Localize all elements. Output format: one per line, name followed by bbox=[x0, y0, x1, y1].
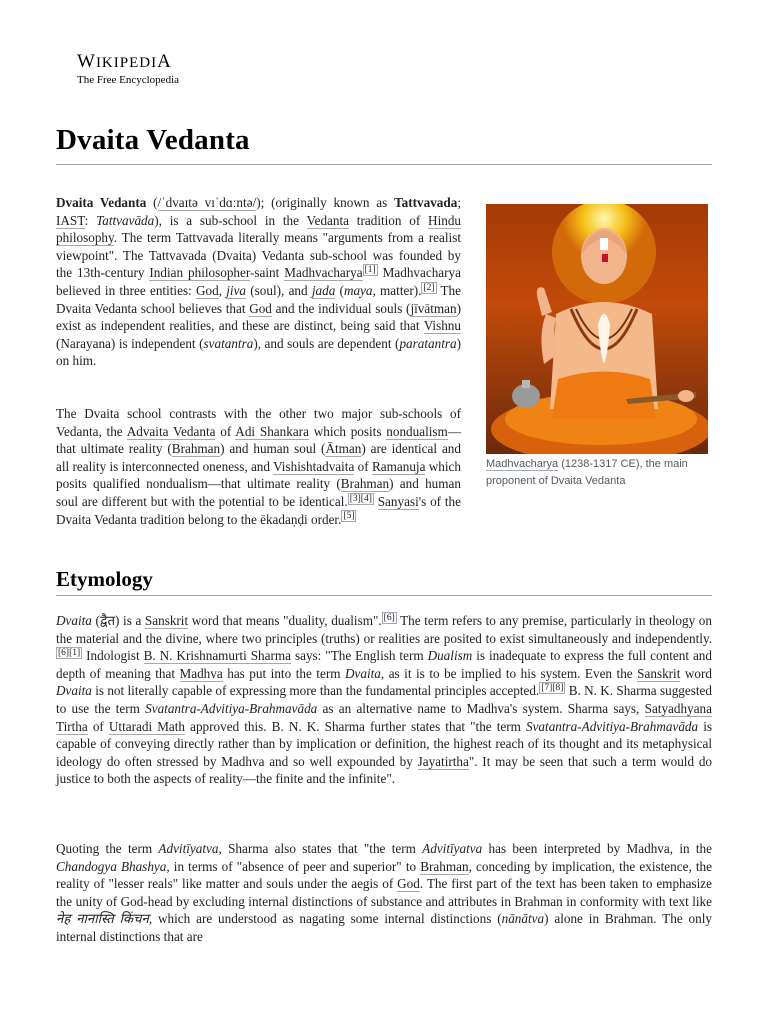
god-link[interactable]: God bbox=[195, 282, 219, 298]
iast-link[interactable]: IAST bbox=[56, 212, 85, 228]
vishnu-link[interactable]: Vishnu bbox=[423, 318, 461, 334]
atman-link[interactable]: Ātman bbox=[325, 441, 362, 457]
brahman-link-2[interactable]: Brahman bbox=[340, 476, 390, 492]
jayatirtha-link[interactable]: Jayatirtha bbox=[417, 753, 469, 769]
bnk-sharma-link[interactable]: B. N. Krishnamurti Sharma bbox=[143, 648, 291, 664]
nondualism-link[interactable]: nondualism bbox=[386, 423, 448, 439]
figure-caption: Madhvacharya (1238-1317 CE), the main proponent of Dvaita Vedanta bbox=[486, 458, 688, 487]
infobox-figure bbox=[486, 204, 710, 490]
citation-5[interactable]: [5] bbox=[343, 511, 355, 522]
madhvacharya-link[interactable]: Madhvacharya bbox=[284, 265, 363, 281]
etymology-paragraph-2: Quoting the term Advitīyatva, Sharma also states that "the term Advitīyatva has been interpreted by Madhva, in the Chandogya Bhashya, in terms of "absence of peer and superior" to Brahman, conceding by implication, the existence, the reality of "lesser reals" like matter and souls under the aegis of God. The first part of the text has been taken to emphasize the unity of God-head by excluding internal distinctions of substance and attributes in Brahman in conformity with text like नेह नानास्ति किंचन, which are understood as nagating some internal distinctions (nānātva) alone in Brahman. The only internal distinctions that are bbox=[56, 841, 713, 944]
jiva-link[interactable]: jiva bbox=[226, 282, 247, 298]
page-title: Dvaita Vedanta bbox=[56, 124, 250, 156]
sanskrit-link-2[interactable]: Sanskrit bbox=[637, 665, 681, 681]
jada-link[interactable]: jada bbox=[311, 282, 336, 298]
hindu-philosophy-link[interactable]: Hindu philosophy bbox=[56, 212, 462, 246]
god-link-2[interactable]: God bbox=[249, 300, 272, 316]
brahman-link[interactable]: Brahman bbox=[171, 441, 221, 457]
indian-philosopher-link[interactable]: Indian philosopher bbox=[149, 265, 251, 281]
intro-paragraph-1: Dvaita Vedanta (/ˈdvaɪtə vɪˈdɑːntə/); (originally known as Tattvavada; IAST: Tattvavāda), is a sub-school in the Vedanta tradition of Hindu philosophy. The term Tattvavada literally means "arguments from a realist viewpoint". The Tattvavada (Dvaita) Vedanta sub-school was founded by the 13th-century Indian philosopher-saint Madhvacharya [1] Madhvacharya believed in three entities: God, jiva (soul), and jada (maya, matter). [2] The Dvaita Vedanta school believes that God and the individual souls (jīvātman) exist as independent realities, and these are distinct, being said that Vishnu (Narayana) is independent (svatantra), and souls are dependent (paratantra) on him. bbox=[56, 195, 462, 369]
etymology-divider bbox=[56, 595, 712, 596]
wikipedia-tagline: The Free Encyclopedia bbox=[77, 74, 180, 86]
vishishtadvaita-link[interactable]: Vishishtadvaita bbox=[273, 458, 355, 474]
vedanta-link[interactable]: Vedanta bbox=[306, 212, 350, 228]
intro-paragraph-2: The Dvaita school contrasts with the other two major sub-schools of Vedanta, the Advaita Vedanta of Adi Shankara which posits nondualism—that ultimate reality (Brahman) and human soul (Ātman) are identical and all reality is interconnected oneness, and Vishishtadvaita of Ramanuja which posits qualified nondualism—that ultimate reality (Brahman) and human soul are different but with the potential to be identical. [3][4] Sanyasi's of the Dvaita Vedanta tradition belong to the ēkadaṇḍi order. [5] bbox=[56, 406, 462, 527]
madhvacharya-portrait[interactable] bbox=[486, 204, 708, 454]
jivatman-link[interactable]: jīvātman bbox=[410, 300, 457, 316]
madhva-link[interactable]: Madhva bbox=[179, 665, 223, 681]
citation-6[interactable]: [6] bbox=[383, 612, 395, 623]
ramanuja-link[interactable]: Ramanuja bbox=[371, 458, 426, 474]
satyadhyana-tirtha-link[interactable]: Satyadhyana Tirtha bbox=[56, 700, 712, 734]
sanyasi-link[interactable]: Sanyasi bbox=[377, 493, 419, 509]
citation-2[interactable]: [2] bbox=[423, 282, 435, 293]
advaita-vedanta-link[interactable]: Advaita Vedanta bbox=[126, 423, 216, 439]
adi-shankara-link[interactable]: Adi Shankara bbox=[235, 423, 309, 439]
caption-madhvacharya-link[interactable]: Madhvacharya bbox=[486, 458, 559, 470]
section-heading-etymology: Etymology bbox=[56, 567, 153, 591]
citation-7-8[interactable]: [7][8] bbox=[541, 682, 564, 693]
wikipedia-wordmark: WIKIPEDIA bbox=[77, 51, 172, 72]
brahman-link-3[interactable]: Brahman bbox=[420, 858, 469, 874]
etymology-paragraph-1: Dvaita (द्वैत) is a Sanskrit word that means "duality, dualism". [6] The term refers to any premise, particularly in theology on the material and the divine, where two principles (truths) or realities are posited to exist simultaneously and independently.[6][1] Indologist B. N. Krishnamurti Sharma says: "The English term Dualism is inadequate to express the full content and depth of meaning that Madhva has put into the term Dvaita, as it is to be implied to his system. Even the Sanskrit word Dvaita is not literally capable of expressing more than the fundamental principles accepted. [7][8] B. N. K. Sharma suggested to use the term Svatantra-Advitiya-Brahmavāda as an alternative name to Madhva's system. Sharma says, Satyadhyana Tirtha of Uttaradi Math approved this. B. N. K. Sharma further states that "the term Svatantra-Advitiya-Brahmavāda is capable of conveying directly rather than by implication or definition, the highest reach of its thought and its metaphysical ideology do often stressed by Madhva and so well expounded by Jayatirtha". It may be seen that such a term would do justice to both the aspects of reality—the finite and the infinite". bbox=[56, 612, 713, 787]
citation-1[interactable]: [1] bbox=[364, 264, 376, 275]
god-link-3[interactable]: God bbox=[397, 876, 420, 892]
citation-3-4[interactable]: [3][4] bbox=[349, 493, 372, 504]
citation-6-1[interactable]: [6][1] bbox=[58, 647, 81, 658]
sanskrit-link[interactable]: Sanskrit bbox=[144, 613, 189, 628]
wikipedia-logo[interactable] bbox=[77, 52, 179, 86]
uttaradi-math-link[interactable]: Uttaradi Math bbox=[108, 718, 186, 734]
title-divider bbox=[56, 164, 712, 165]
ipa-pronunciation-link[interactable]: /ˈdvaɪtə vɪˈdɑːntə/ bbox=[157, 195, 257, 210]
